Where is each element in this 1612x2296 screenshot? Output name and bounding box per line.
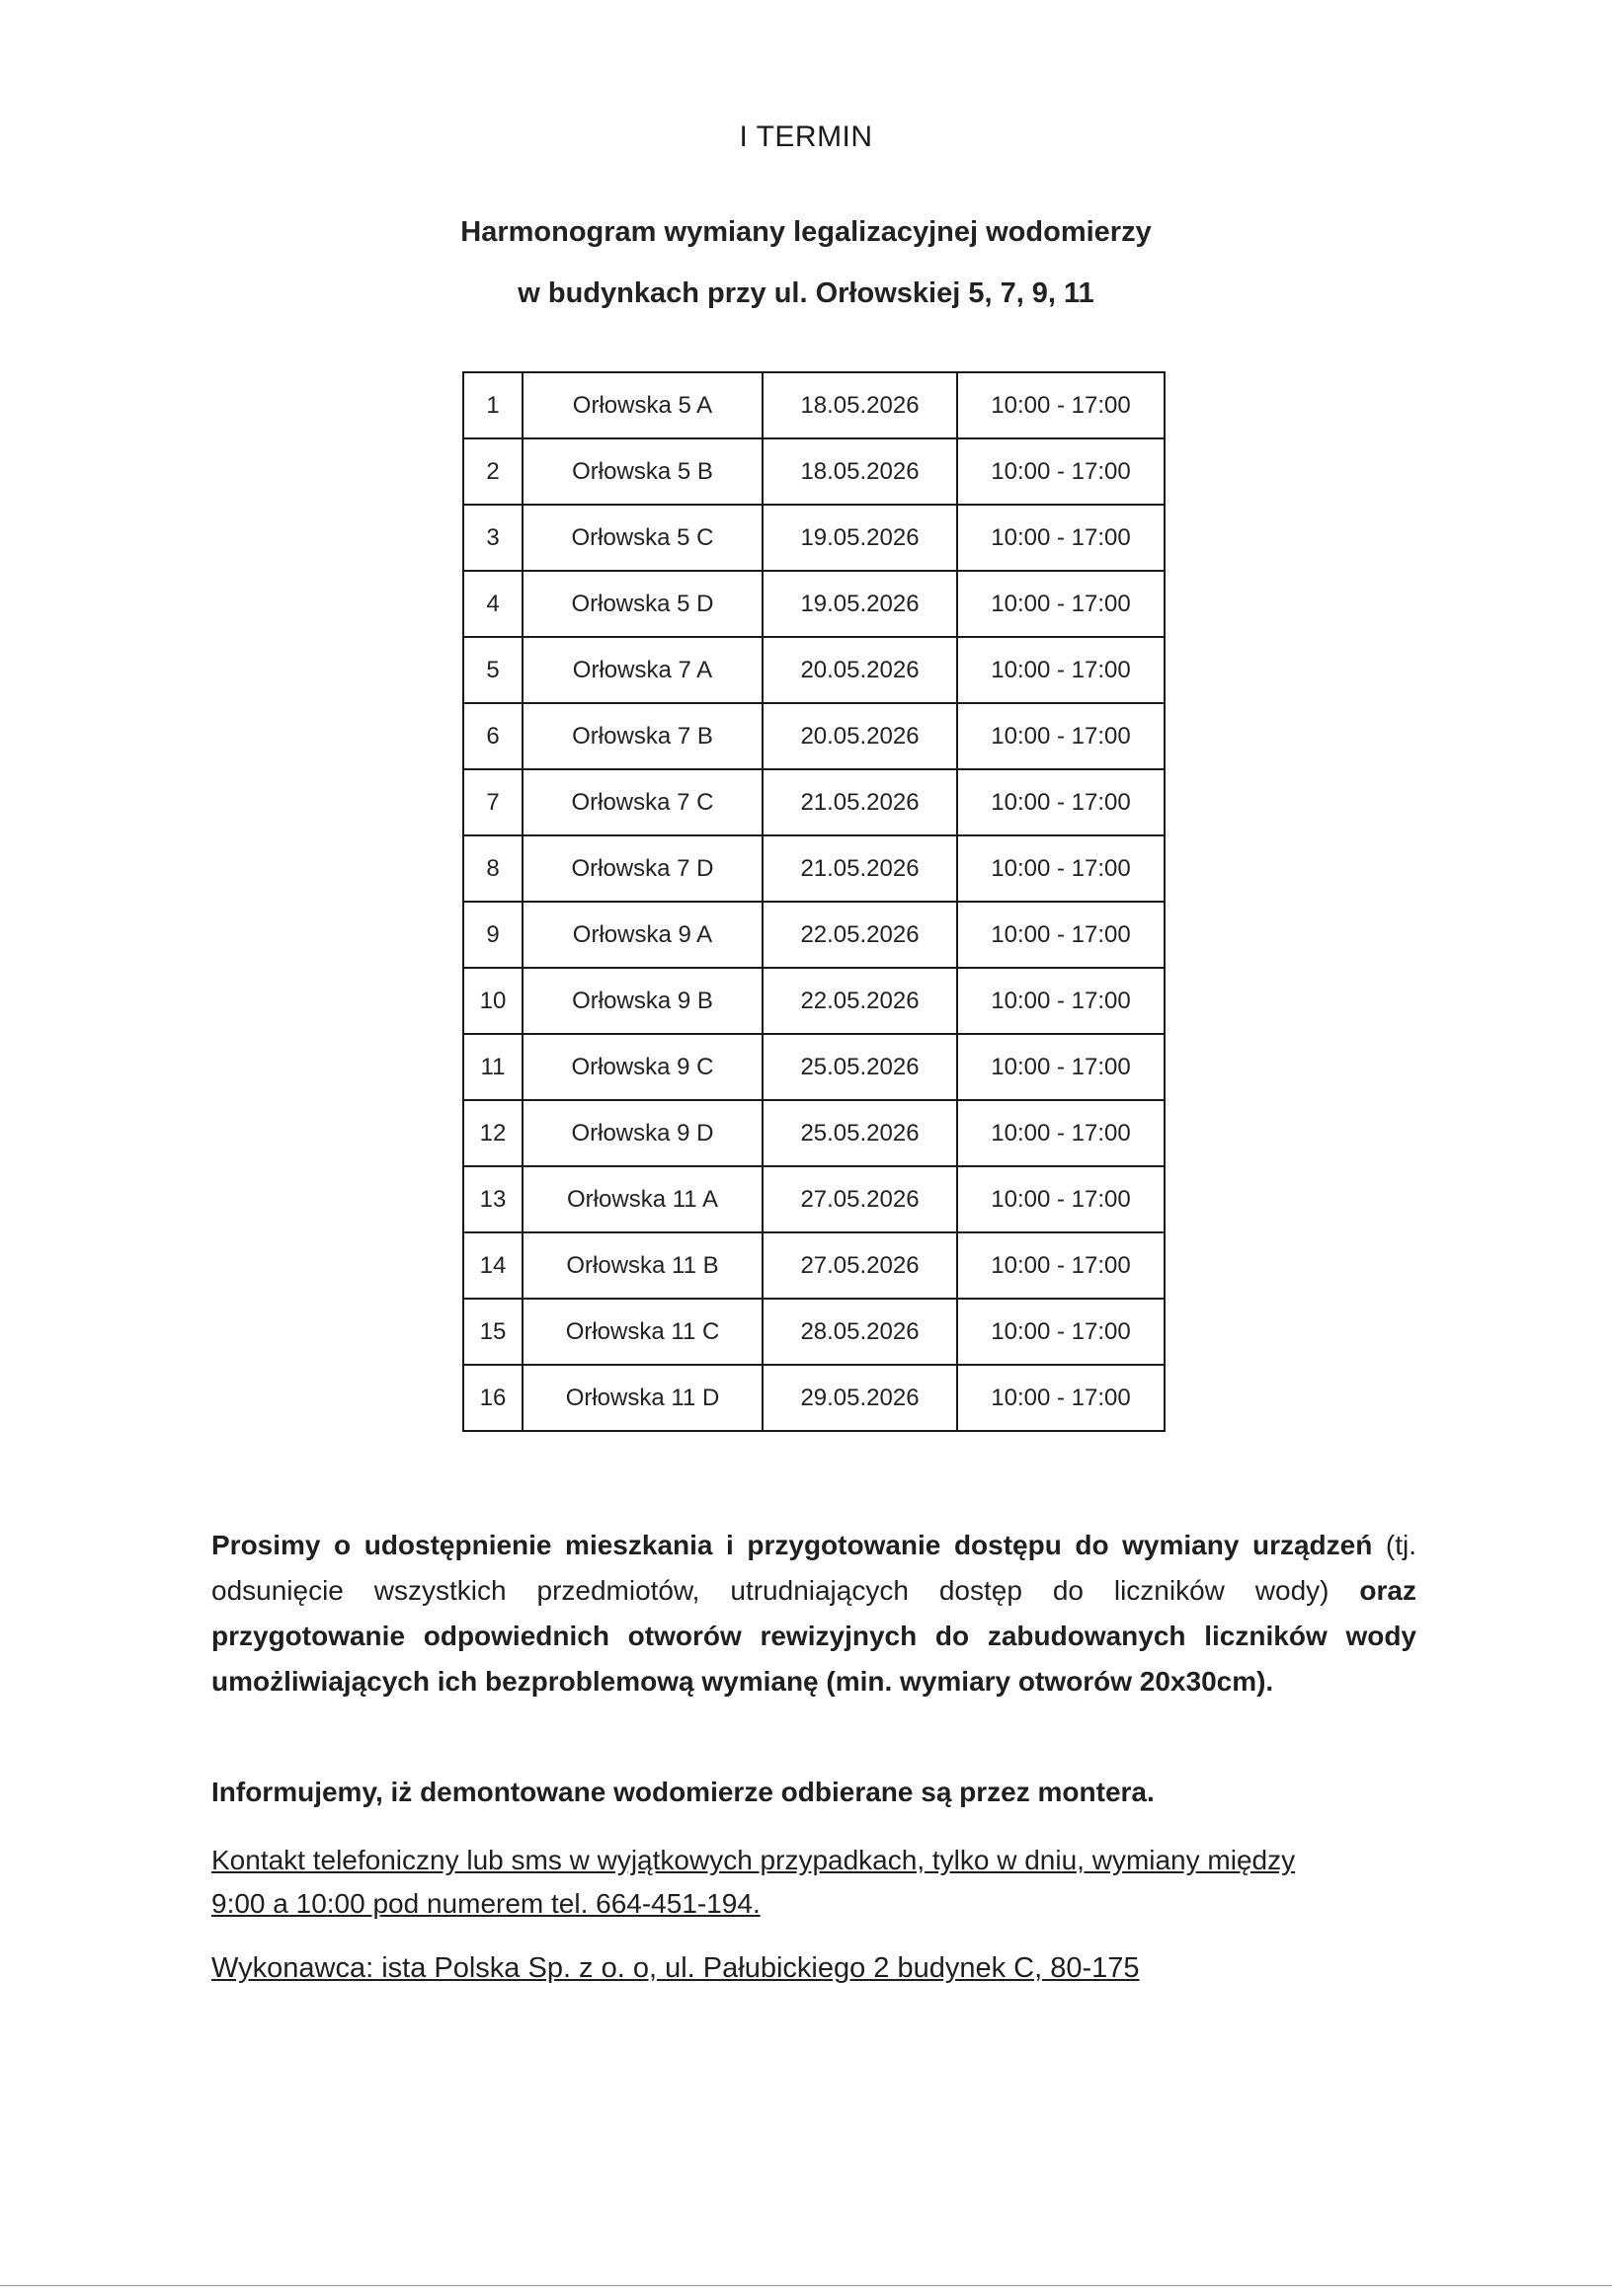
time-cell: 10:00 - 17:00 bbox=[957, 571, 1165, 637]
time-cell: 10:00 - 17:00 bbox=[957, 1100, 1165, 1166]
date-cell: 20.05.2026 bbox=[763, 703, 957, 769]
address-cell: Orłowska 9 B bbox=[523, 968, 763, 1034]
date-cell: 25.05.2026 bbox=[763, 1100, 957, 1166]
date-cell: 21.05.2026 bbox=[763, 835, 957, 902]
schedule-table-body bbox=[463, 372, 1165, 1431]
date-cell: 27.05.2026 bbox=[763, 1166, 957, 1232]
address-cell: Orłowska 7 B bbox=[523, 703, 763, 769]
row-number-cell: 12 bbox=[463, 1100, 523, 1166]
table-row bbox=[463, 1232, 1165, 1299]
table-row bbox=[463, 968, 1165, 1034]
date-cell: 25.05.2026 bbox=[763, 1034, 957, 1100]
table-row bbox=[463, 1034, 1165, 1100]
time-cell: 10:00 - 17:00 bbox=[957, 769, 1165, 835]
termin-heading: I TERMIN bbox=[739, 120, 873, 153]
row-number-cell: 7 bbox=[463, 769, 523, 835]
row-number-cell: 5 bbox=[463, 637, 523, 703]
row-number-cell: 11 bbox=[463, 1034, 523, 1100]
time-cell: 10:00 - 17:00 bbox=[957, 1034, 1165, 1100]
row-number-cell: 14 bbox=[463, 1232, 523, 1299]
table-row bbox=[463, 902, 1165, 968]
table-row bbox=[463, 835, 1165, 902]
row-number-cell: 4 bbox=[463, 571, 523, 637]
page-subtitle: w budynkach przy ul. Orłowskiej 5, 7, 9, 11 bbox=[518, 277, 1094, 309]
row-number-cell: 3 bbox=[463, 505, 523, 571]
access-request-bold-1: Prosimy o udostępnienie mieszkania i przygotowanie dostępu do wymiany urządzeń bbox=[211, 1530, 1373, 1560]
time-cell: 10:00 - 17:00 bbox=[957, 505, 1165, 571]
address-cell: Orłowska 11 D bbox=[523, 1365, 763, 1431]
access-request-bold-2: oraz przygotowanie odpowiednich otworów rewizyjnych do zabudowanych liczników wody umożliwiających ich bezproblemową wymianę (min. wymiary otworów 20x30cm). bbox=[211, 1575, 1416, 1697]
time-cell: 10:00 - 17:00 bbox=[957, 1365, 1165, 1431]
page-edge-line bbox=[0, 2285, 1612, 2286]
address-cell: Orłowska 11 A bbox=[523, 1166, 763, 1232]
row-number-cell: 1 bbox=[463, 372, 523, 438]
address-cell: Orłowska 11 C bbox=[523, 1299, 763, 1365]
time-cell: 10:00 - 17:00 bbox=[957, 968, 1165, 1034]
table-row bbox=[463, 1166, 1165, 1232]
row-number-cell: 2 bbox=[463, 438, 523, 505]
time-cell: 10:00 - 17:00 bbox=[957, 703, 1165, 769]
time-cell: 10:00 - 17:00 bbox=[957, 1166, 1165, 1232]
address-cell: Orłowska 9 D bbox=[523, 1100, 763, 1166]
address-cell: Orłowska 9 A bbox=[523, 902, 763, 968]
time-cell: 10:00 - 17:00 bbox=[957, 902, 1165, 968]
access-request-regular: (tj. odsunięcie wszystkich przedmiotów, utrudniających dostęp do liczników wody) bbox=[211, 1530, 1416, 1606]
table-row bbox=[463, 1100, 1165, 1166]
row-number-cell: 8 bbox=[463, 835, 523, 902]
date-cell: 19.05.2026 bbox=[763, 571, 957, 637]
table-row bbox=[463, 505, 1165, 571]
row-number-cell: 13 bbox=[463, 1166, 523, 1232]
date-cell: 27.05.2026 bbox=[763, 1232, 957, 1299]
address-cell: Orłowska 7 C bbox=[523, 769, 763, 835]
date-cell: 21.05.2026 bbox=[763, 769, 957, 835]
meter-collection-notice: Informujemy, iż demontowane wodomierze odbierane są przez montera. bbox=[211, 1777, 1155, 1807]
table-row bbox=[463, 372, 1165, 438]
date-cell: 18.05.2026 bbox=[763, 372, 957, 438]
address-cell: Orłowska 5 D bbox=[523, 571, 763, 637]
address-cell: Orłowska 5 C bbox=[523, 505, 763, 571]
row-number-cell: 15 bbox=[463, 1299, 523, 1365]
row-number-cell: 10 bbox=[463, 968, 523, 1034]
table-row bbox=[463, 637, 1165, 703]
address-cell: Orłowska 5 A bbox=[523, 372, 763, 438]
date-cell: 29.05.2026 bbox=[763, 1365, 957, 1431]
date-cell: 20.05.2026 bbox=[763, 637, 957, 703]
time-cell: 10:00 - 17:00 bbox=[957, 438, 1165, 505]
date-cell: 22.05.2026 bbox=[763, 902, 957, 968]
row-number-cell: 6 bbox=[463, 703, 523, 769]
time-cell: 10:00 - 17:00 bbox=[957, 637, 1165, 703]
date-cell: 19.05.2026 bbox=[763, 505, 957, 571]
page-title: Harmonogram wymiany legalizacyjnej wodomierzy bbox=[460, 216, 1152, 248]
date-cell: 22.05.2026 bbox=[763, 968, 957, 1034]
table-row bbox=[463, 1299, 1165, 1365]
row-number-cell: 9 bbox=[463, 902, 523, 968]
time-cell: 10:00 - 17:00 bbox=[957, 835, 1165, 902]
time-cell: 10:00 - 17:00 bbox=[957, 1232, 1165, 1299]
row-number-cell: 16 bbox=[463, 1365, 523, 1431]
date-cell: 18.05.2026 bbox=[763, 438, 957, 505]
address-cell: Orłowska 9 C bbox=[523, 1034, 763, 1100]
contractor-info: Wykonawca: ista Polska Sp. z o. o, ul. Pałubickiego 2 budynek C, 80-175 bbox=[211, 1952, 1140, 1984]
time-cell: 10:00 - 17:00 bbox=[957, 1299, 1165, 1365]
table-row bbox=[463, 438, 1165, 505]
address-cell: Orłowska 5 B bbox=[523, 438, 763, 505]
contact-info: Kontakt telefoniczny lub sms w wyjątkowych przypadkach, tylko w dniu, wymiany między 9:00 a 10:00 pod numerem tel. 664-451-194. bbox=[211, 1845, 1296, 1919]
schedule-table bbox=[462, 371, 1166, 1432]
date-cell: 28.05.2026 bbox=[763, 1299, 957, 1365]
table-row bbox=[463, 571, 1165, 637]
address-cell: Orłowska 7 D bbox=[523, 835, 763, 902]
table-row bbox=[463, 769, 1165, 835]
address-cell: Orłowska 7 A bbox=[523, 637, 763, 703]
address-cell: Orłowska 11 B bbox=[523, 1232, 763, 1299]
table-row bbox=[463, 703, 1165, 769]
access-request-paragraph bbox=[211, 1523, 1416, 1704]
table-row bbox=[463, 1365, 1165, 1431]
time-cell: 10:00 - 17:00 bbox=[957, 372, 1165, 438]
